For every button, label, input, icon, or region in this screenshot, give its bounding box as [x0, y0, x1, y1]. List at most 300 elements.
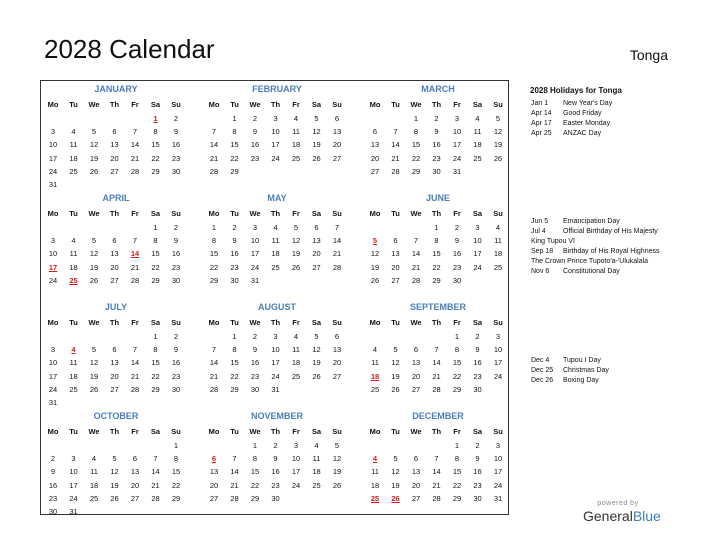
day-cell: 13: [110, 140, 119, 150]
month-name: AUGUST: [258, 302, 296, 312]
day-cell: 24: [48, 166, 58, 176]
month-name: SEPTEMBER: [409, 302, 466, 312]
day-cell: 27: [209, 493, 219, 503]
day-cell: 23: [230, 262, 239, 272]
day-cell: 17: [69, 480, 78, 490]
calendar-grid: [40, 80, 509, 515]
day-cell: 9: [173, 127, 179, 137]
day-cell: 1: [232, 114, 237, 123]
month-name: JULY: [104, 302, 128, 312]
day-cell: 10: [271, 127, 280, 137]
day-cell: 21: [151, 480, 160, 490]
day-cell: 26: [493, 153, 503, 163]
country-label: Tonga: [629, 47, 668, 63]
day-cell: 5: [91, 345, 97, 355]
day-cell: 9: [454, 236, 460, 246]
weekday-label: We: [88, 318, 100, 327]
day-cell: 27: [370, 166, 380, 176]
weekday-label: Su: [493, 318, 503, 327]
day-cell: 18: [370, 480, 380, 490]
holiday-row: [531, 129, 701, 139]
day-cell: 10: [271, 345, 280, 355]
holiday-day-cell: 6: [211, 454, 217, 464]
day-cell: 29: [151, 275, 160, 285]
day-cell: 11: [292, 127, 300, 137]
day-cell: 28: [209, 166, 219, 176]
holiday-name: Good Friday: [563, 110, 602, 117]
weekday-label: Fr: [292, 427, 300, 436]
day-cell: 2: [434, 114, 439, 123]
day-cell: 23: [452, 262, 462, 272]
day-cell: 18: [493, 249, 503, 259]
day-cell: 22: [151, 262, 160, 272]
day-cell: 2: [273, 441, 278, 450]
weekday-label: Su: [332, 100, 342, 109]
weekday-label: Sa: [150, 318, 161, 327]
day-cell: 27: [411, 493, 421, 503]
brand-logo: [583, 500, 673, 524]
day-cell: 29: [432, 275, 441, 285]
day-cell: 16: [230, 249, 239, 259]
month-name: JUNE: [425, 193, 450, 203]
holiday-name-continued: King Tupou VI: [531, 238, 575, 245]
weekday-label: Tu: [69, 427, 78, 436]
weekday-label: Tu: [230, 100, 239, 109]
day-cell: 1: [232, 332, 237, 341]
day-cell: 5: [393, 454, 398, 464]
day-cell: 28: [130, 275, 140, 285]
day-cell: 21: [130, 153, 140, 163]
day-cell: 9: [50, 467, 56, 477]
holiday-date: Dec 26: [531, 377, 554, 384]
day-cell: 29: [250, 493, 260, 503]
day-cell: 3: [252, 223, 258, 232]
weekday-label: We: [249, 318, 261, 327]
day-cell: 20: [370, 153, 380, 163]
weekday-label: Mo: [47, 100, 59, 109]
day-cell: 19: [312, 140, 321, 150]
day-cell: 4: [71, 127, 76, 137]
weekday-label: Mo: [47, 427, 59, 436]
holiday-group: [531, 99, 701, 139]
day-cell: 19: [110, 480, 119, 490]
holiday-row: [531, 227, 701, 237]
day-cell: 4: [475, 114, 480, 123]
day-cell: 16: [250, 140, 260, 150]
weekday-label: Tu: [391, 318, 400, 327]
day-cell: 22: [230, 371, 239, 381]
day-cell: 24: [452, 153, 462, 163]
holiday-row: [531, 247, 701, 257]
weekday-label: Tu: [391, 209, 400, 218]
day-cell: 26: [332, 480, 342, 490]
day-cell: 30: [230, 275, 239, 285]
month-december: [363, 408, 513, 512]
day-cell: 11: [69, 249, 78, 259]
holiday-date: Nov 6: [531, 268, 550, 275]
day-cell: 22: [452, 480, 462, 490]
weekday-label: Mo: [369, 318, 381, 327]
day-cell: 27: [312, 262, 321, 272]
day-cell: 28: [432, 493, 441, 503]
day-cell: 26: [391, 384, 400, 394]
weekday-label: We: [88, 209, 100, 218]
day-cell: 24: [48, 275, 58, 285]
day-cell: 6: [314, 223, 319, 232]
day-cell: 13: [332, 127, 342, 137]
day-cell: 2: [173, 114, 179, 123]
weekday-label: Th: [109, 427, 120, 436]
day-cell: 26: [89, 166, 99, 176]
weekday-label: Fr: [453, 209, 461, 218]
day-cell: 11: [292, 345, 300, 355]
day-cell: 18: [291, 140, 301, 150]
weekday-label: Fr: [453, 100, 461, 109]
weekday-label: Sa: [150, 427, 161, 436]
day-cell: 14: [209, 140, 219, 150]
day-cell: 12: [89, 358, 99, 368]
day-cell: 29: [411, 166, 421, 176]
day-cell: 6: [112, 345, 117, 355]
day-cell: 4: [314, 441, 319, 450]
day-cell: 7: [153, 454, 158, 464]
day-cell: 16: [250, 358, 260, 368]
day-cell: 26: [312, 153, 321, 163]
day-cell: 27: [110, 384, 119, 394]
holiday-date: Jan 1: [531, 100, 549, 107]
day-cell: 12: [391, 467, 400, 477]
day-cell: 15: [171, 467, 181, 477]
weekday-label: Sa: [150, 209, 161, 218]
day-cell: 18: [312, 467, 321, 477]
holiday-name: Constitutional Day: [563, 268, 620, 275]
day-cell: 13: [110, 249, 119, 259]
day-cell: 30: [250, 384, 260, 394]
weekday-label: Mo: [369, 100, 381, 109]
month-june: [363, 190, 513, 294]
weekday-label: Su: [332, 427, 342, 436]
day-cell: 21: [332, 249, 342, 259]
day-cell: 18: [69, 153, 78, 163]
weekday-label: Sa: [150, 100, 161, 109]
weekday-label: Sa: [472, 318, 483, 327]
day-cell: 1: [252, 441, 258, 450]
day-cell: 20: [110, 262, 119, 272]
day-cell: 7: [132, 345, 138, 355]
day-cell: 18: [473, 140, 482, 150]
day-cell: 22: [250, 480, 260, 490]
weekday-label: Mo: [369, 427, 381, 436]
day-cell: 3: [273, 332, 278, 341]
day-cell: 1: [413, 114, 419, 123]
weekday-label: We: [410, 427, 422, 436]
weekday-label: Su: [332, 318, 342, 327]
day-cell: 15: [452, 358, 462, 368]
day-cell: 13: [370, 140, 380, 150]
day-cell: 24: [48, 384, 58, 394]
day-cell: 15: [230, 140, 239, 150]
day-cell: 5: [314, 332, 319, 341]
day-cell: 19: [89, 262, 99, 272]
day-cell: 31: [271, 384, 280, 394]
month-october: [41, 408, 191, 516]
day-cell: 1: [454, 441, 460, 450]
day-cell: 16: [473, 467, 482, 477]
month-name: MAY: [267, 193, 287, 203]
holiday-day-cell: 18: [370, 371, 380, 381]
day-cell: 16: [473, 358, 482, 368]
day-cell: 19: [391, 480, 400, 490]
day-cell: 23: [171, 371, 181, 381]
weekday-label: Sa: [472, 209, 483, 218]
day-cell: 21: [432, 371, 441, 381]
day-cell: 5: [314, 114, 319, 123]
day-cell: 10: [493, 345, 503, 355]
day-cell: 9: [252, 345, 258, 355]
day-cell: 6: [413, 345, 419, 355]
day-cell: 22: [151, 153, 160, 163]
weekday-label: Mo: [208, 318, 220, 327]
day-cell: 6: [112, 236, 117, 246]
day-cell: 4: [91, 454, 97, 464]
weekday-label: We: [410, 318, 422, 327]
day-cell: 21: [130, 262, 140, 272]
holiday-day-cell: 25: [69, 275, 78, 285]
weekday-label: Su: [493, 209, 503, 218]
day-cell: 10: [452, 127, 462, 137]
day-cell: 25: [370, 384, 380, 394]
day-cell: 19: [291, 249, 301, 259]
day-cell: 26: [89, 384, 99, 394]
day-cell: 16: [48, 480, 58, 490]
day-cell: 5: [91, 236, 97, 246]
weekday-label: Tu: [230, 427, 239, 436]
day-cell: 19: [493, 140, 503, 150]
day-cell: 15: [151, 249, 160, 259]
day-cell: 11: [69, 358, 78, 368]
weekday-label: Fr: [453, 427, 461, 436]
day-cell: 28: [230, 493, 239, 503]
weekday-label: Mo: [369, 209, 381, 218]
weekday-label: Fr: [131, 318, 139, 327]
day-cell: 25: [69, 166, 78, 176]
day-cell: 30: [171, 166, 181, 176]
day-cell: 7: [434, 345, 439, 355]
holiday-date: Dec 25: [531, 367, 554, 374]
day-cell: 18: [69, 371, 78, 381]
day-cell: 7: [334, 223, 340, 232]
day-cell: 17: [493, 358, 503, 368]
holiday-date: Apr 17: [531, 120, 552, 127]
day-cell: 23: [473, 480, 482, 490]
day-cell: 18: [291, 358, 301, 368]
day-cell: 25: [493, 262, 503, 272]
day-cell: 26: [370, 275, 380, 285]
day-cell: 9: [232, 236, 237, 246]
day-cell: 27: [110, 166, 119, 176]
day-cell: 14: [432, 358, 441, 368]
holiday-row: [531, 257, 701, 267]
day-cell: 29: [209, 275, 219, 285]
weekday-label: Tu: [69, 318, 78, 327]
day-cell: 20: [110, 371, 119, 381]
day-cell: 30: [271, 493, 280, 503]
weekday-label: Th: [109, 209, 120, 218]
day-cell: 23: [171, 262, 181, 272]
weekday-label: Tu: [69, 100, 78, 109]
day-cell: 19: [391, 371, 400, 381]
weekday-label: Th: [431, 100, 442, 109]
day-cell: 16: [452, 249, 462, 259]
day-cell: 3: [495, 332, 501, 341]
day-cell: 30: [171, 275, 181, 285]
holiday-name: Birthday of His Royal Highness: [563, 248, 660, 255]
weekday-label: Th: [109, 100, 120, 109]
day-cell: 27: [391, 275, 400, 285]
weekday-label: We: [88, 427, 100, 436]
day-cell: 14: [230, 467, 239, 477]
day-cell: 22: [171, 480, 181, 490]
day-cell: 3: [50, 127, 56, 137]
holiday-date: Jun 5: [531, 218, 549, 225]
day-cell: 29: [151, 384, 160, 394]
day-cell: 17: [452, 140, 462, 150]
holiday-row: [531, 356, 701, 366]
day-cell: 29: [171, 493, 181, 503]
weekday-label: Fr: [292, 209, 300, 218]
day-cell: 2: [173, 223, 179, 232]
day-cell: 2: [232, 223, 237, 232]
day-cell: 16: [171, 140, 181, 150]
day-cell: 25: [89, 493, 99, 503]
day-cell: 14: [411, 249, 421, 259]
day-cell: 4: [372, 345, 378, 355]
day-cell: 23: [473, 371, 482, 381]
holiday-name-continued: The Crown Prince Tupoto'a-'Ulukalala: [531, 258, 649, 265]
day-cell: 28: [432, 384, 441, 394]
day-cell: 8: [252, 454, 258, 464]
day-cell: 19: [370, 262, 380, 272]
day-cell: 25: [271, 262, 280, 272]
weekday-label: Tu: [230, 318, 239, 327]
day-cell: 3: [454, 114, 460, 123]
day-cell: 31: [250, 275, 260, 285]
day-cell: 7: [211, 127, 217, 137]
day-cell: 24: [271, 153, 280, 163]
day-cell: 1: [153, 223, 158, 232]
day-cell: 27: [332, 371, 342, 381]
holiday-day-cell: 4: [372, 454, 378, 464]
month-november: [202, 408, 352, 512]
day-cell: 11: [371, 467, 379, 477]
day-cell: 3: [50, 236, 56, 246]
day-cell: 8: [413, 127, 419, 137]
day-cell: 28: [130, 166, 140, 176]
holiday-name: New Year's Day: [563, 100, 613, 107]
month-march: [363, 81, 513, 185]
day-cell: 23: [171, 153, 181, 163]
day-cell: 28: [411, 275, 421, 285]
day-cell: 15: [411, 140, 421, 150]
holiday-row: [531, 366, 701, 376]
day-cell: 15: [230, 358, 239, 368]
weekday-label: Tu: [391, 427, 400, 436]
month-name: MARCH: [421, 84, 455, 94]
day-cell: 15: [209, 249, 219, 259]
day-cell: 17: [473, 249, 482, 259]
day-cell: 27: [130, 493, 140, 503]
day-cell: 28: [209, 384, 219, 394]
day-cell: 24: [271, 371, 280, 381]
holiday-group: [531, 217, 701, 277]
holiday-date: Jul 4: [531, 228, 546, 235]
day-cell: 8: [153, 236, 158, 246]
day-cell: 16: [171, 249, 181, 259]
day-cell: 5: [495, 114, 501, 123]
holiday-date: Apr 14: [531, 110, 552, 117]
day-cell: 5: [91, 127, 97, 137]
day-cell: 24: [69, 493, 78, 503]
day-cell: 31: [48, 180, 58, 189]
day-cell: 8: [454, 345, 460, 355]
holiday-row: [531, 99, 701, 109]
holiday-day-cell: 17: [48, 262, 58, 272]
day-cell: 15: [151, 140, 160, 150]
day-cell: 2: [475, 332, 480, 341]
day-cell: 13: [110, 358, 119, 368]
day-cell: 10: [250, 236, 260, 246]
weekday-label: Mo: [208, 427, 220, 436]
day-cell: 30: [452, 275, 462, 285]
day-cell: 19: [89, 371, 99, 381]
weekday-label: Su: [171, 209, 181, 218]
brand-name-part1: General: [583, 508, 633, 524]
day-cell: 6: [413, 454, 419, 464]
day-cell: 31: [48, 398, 58, 407]
day-cell: 2: [50, 454, 56, 464]
day-cell: 21: [130, 371, 140, 381]
day-cell: 13: [209, 467, 219, 477]
weekday-label: Tu: [69, 209, 78, 218]
day-cell: 7: [232, 454, 237, 464]
day-cell: 17: [48, 371, 58, 381]
day-cell: 12: [370, 249, 380, 259]
day-cell: 28: [332, 262, 342, 272]
weekday-label: Su: [493, 427, 503, 436]
holiday-name: Emancipation Day: [563, 218, 620, 225]
day-cell: 1: [434, 223, 439, 232]
holiday-day-cell: 5: [372, 236, 378, 246]
day-cell: 17: [271, 140, 280, 150]
day-cell: 8: [173, 454, 179, 464]
day-cell: 7: [211, 345, 217, 355]
day-cell: 4: [71, 236, 76, 246]
day-cell: 26: [291, 262, 301, 272]
day-cell: 8: [454, 454, 460, 464]
day-cell: 22: [452, 371, 462, 381]
day-cell: 13: [130, 467, 140, 477]
day-cell: 20: [332, 358, 342, 368]
weekday-label: Su: [493, 100, 503, 109]
day-cell: 12: [89, 140, 99, 150]
brand-name: [583, 508, 673, 524]
day-cell: 20: [209, 480, 219, 490]
day-cell: 8: [211, 236, 217, 246]
holiday-date: Apr 25: [531, 130, 552, 137]
holiday-day-cell: 14: [130, 249, 140, 259]
day-cell: 13: [312, 236, 321, 246]
day-cell: 27: [110, 275, 119, 285]
